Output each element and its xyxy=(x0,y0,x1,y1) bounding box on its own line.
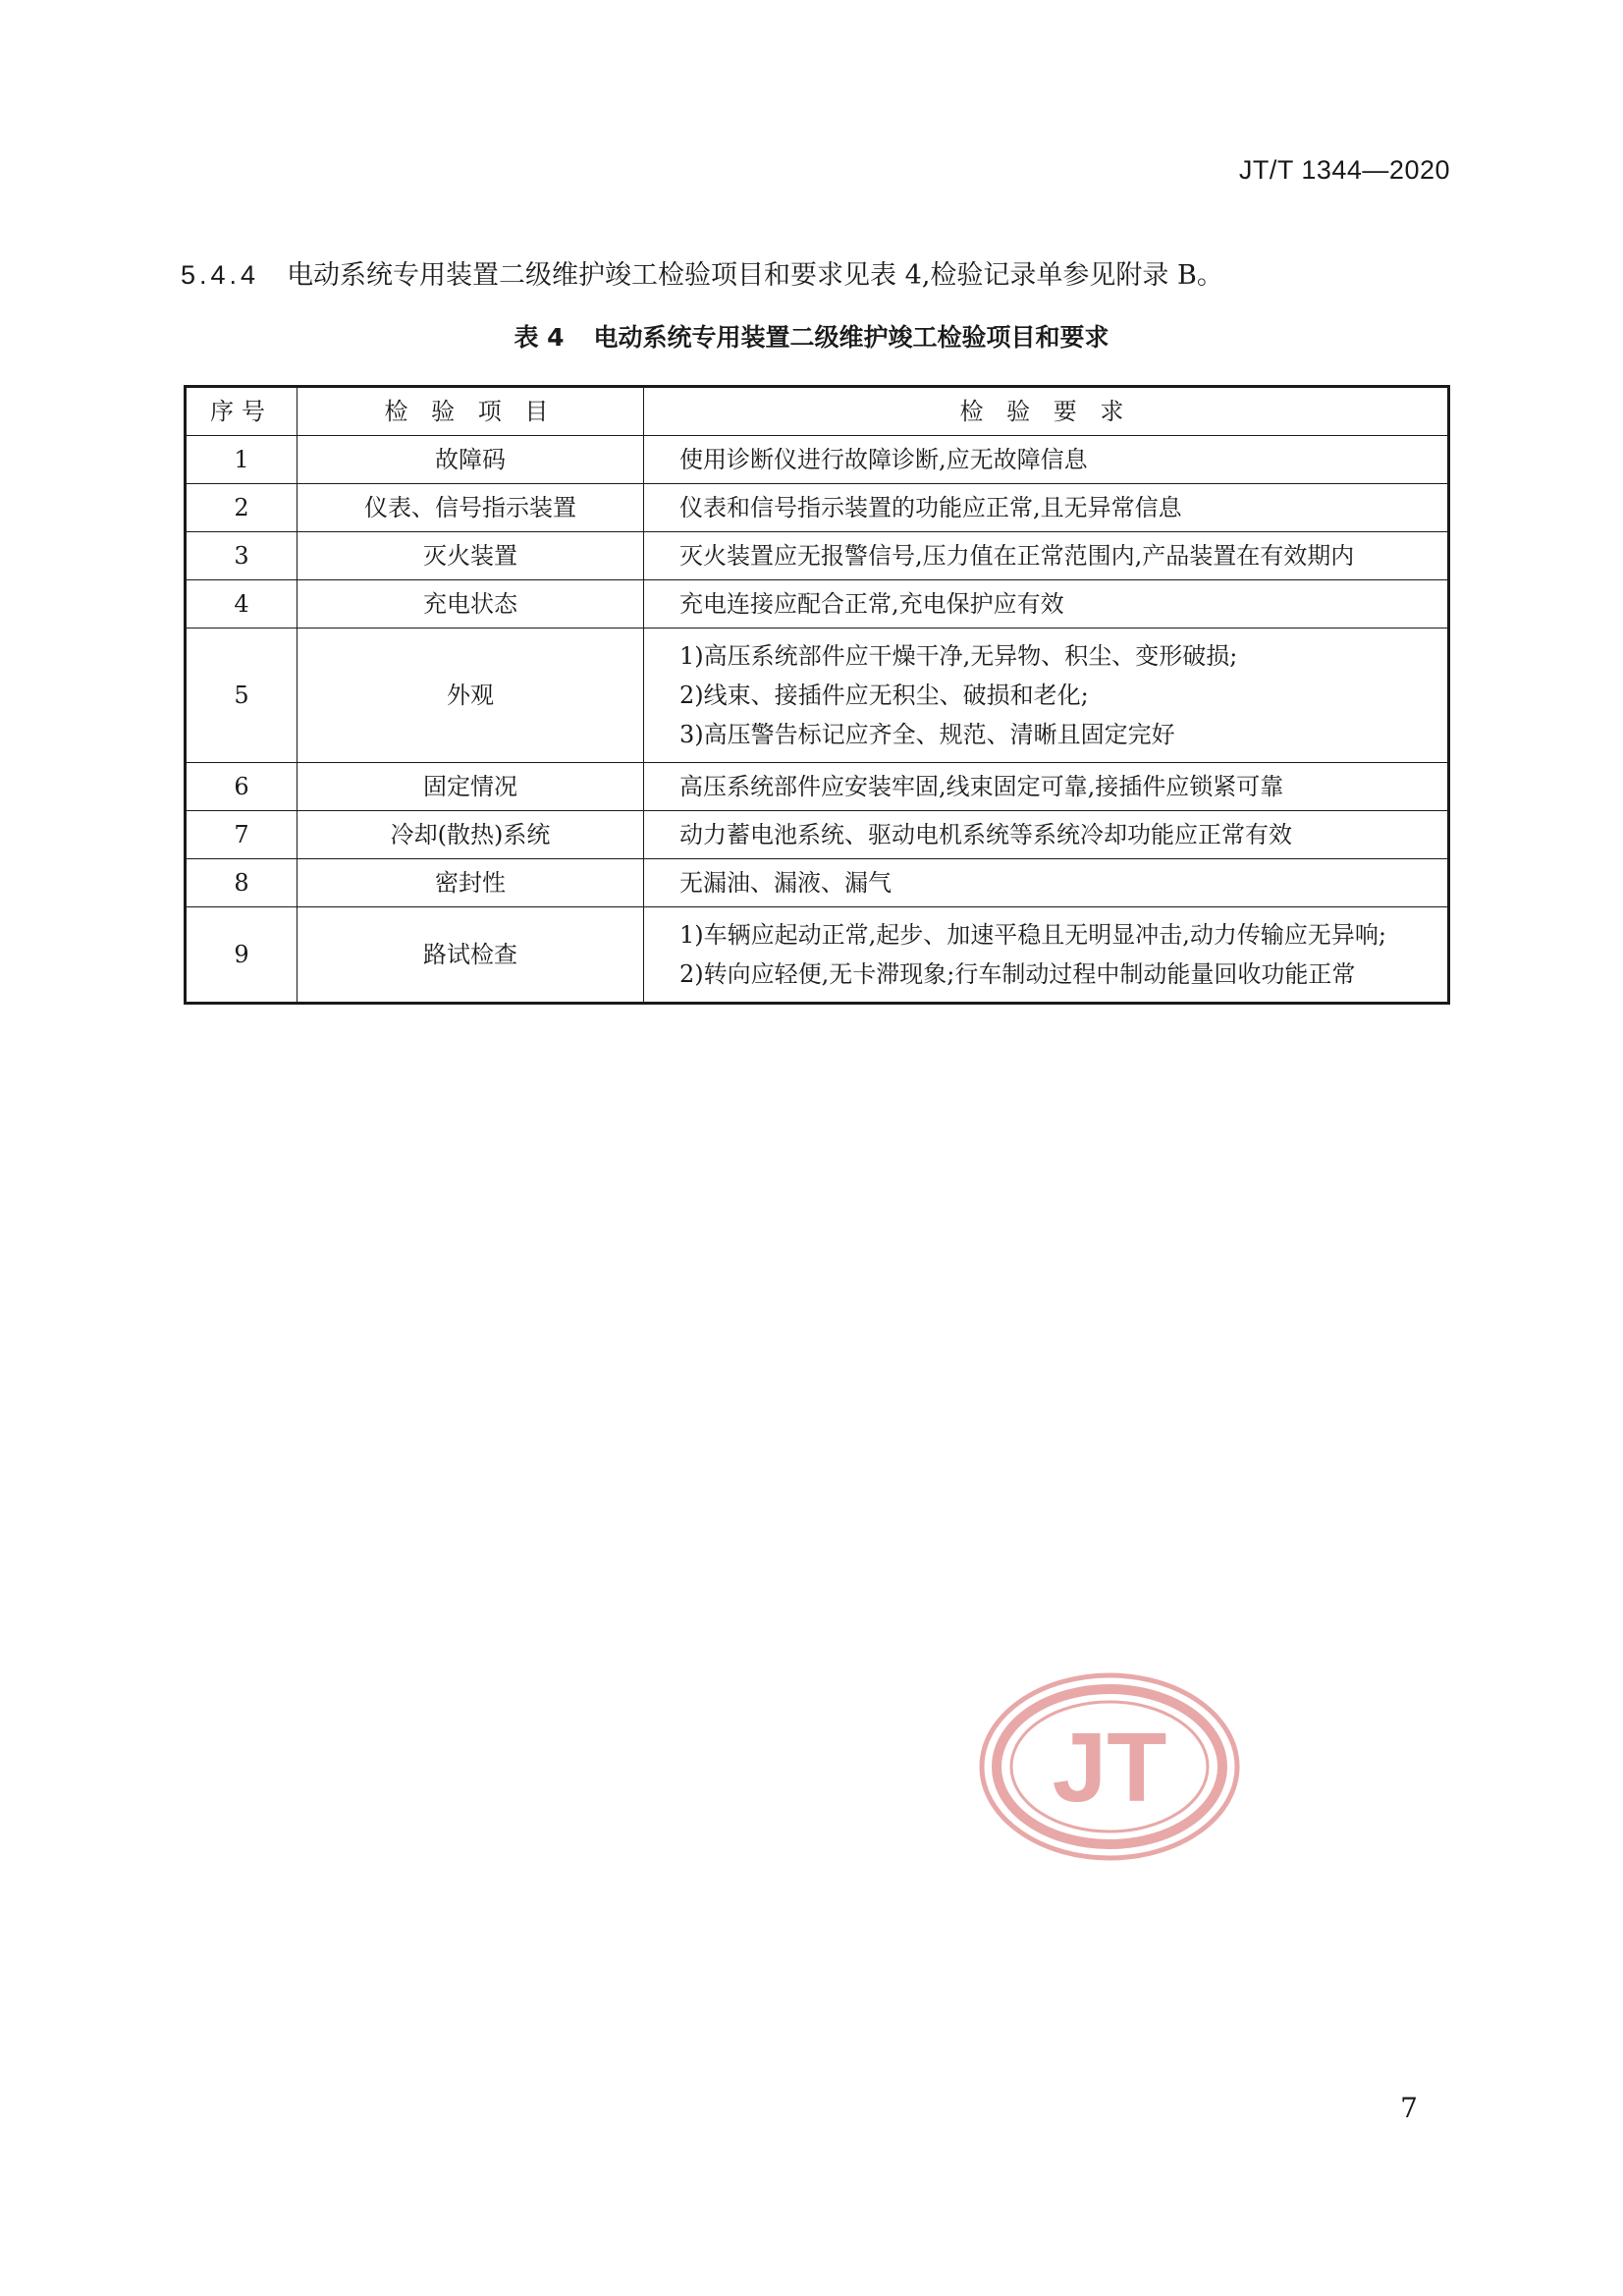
requirement-line: 使用诊断仪进行故障诊断,应无故障信息 xyxy=(679,446,1088,473)
table-row xyxy=(186,859,1449,907)
row-number: 8 xyxy=(186,859,298,907)
row-requirement xyxy=(644,532,1449,580)
row-number: 7 xyxy=(186,811,298,859)
table-row xyxy=(186,763,1449,811)
row-item: 仪表、信号指示装置 xyxy=(298,484,644,532)
requirement-line: 1)车辆应起动正常,起步、加速平稳且无明显冲击,动力传输应无异响; xyxy=(679,921,1386,949)
table-body xyxy=(186,436,1449,1004)
clause-text: 电动系统专用装置二级维护竣工检验项目和要求见表 4,检验记录单参见附录 B。 xyxy=(287,260,1223,291)
row-item: 密封性 xyxy=(298,859,644,907)
header-no: 序号 xyxy=(186,387,298,436)
clause-5-4-4 xyxy=(181,253,1223,292)
row-requirement xyxy=(644,811,1449,859)
requirement-line: 高压系统部件应安装牢固,线束固定可靠,接插件应锁紧可靠 xyxy=(679,773,1284,800)
page-number: 7 xyxy=(1400,2092,1418,2124)
table-caption-title: 电动系统专用装置二级维护竣工检验项目和要求 xyxy=(593,323,1109,352)
row-requirement xyxy=(644,436,1449,484)
row-item: 充电状态 xyxy=(298,580,644,629)
row-item: 故障码 xyxy=(298,436,644,484)
row-item: 灭火装置 xyxy=(298,532,644,580)
row-item: 冷却(散热)系统 xyxy=(298,811,644,859)
requirement-line: 无漏油、漏液、漏气 xyxy=(679,869,892,897)
requirement-line: 2)转向应轻便,无卡滞现象;行车制动过程中制动能量回收功能正常 xyxy=(679,960,1356,988)
svg-text:JT: JT xyxy=(1052,1713,1167,1823)
requirement-line: 仪表和信号指示装置的功能应正常,且无异常信息 xyxy=(679,494,1182,521)
row-requirement xyxy=(644,580,1449,629)
table-header-row xyxy=(186,387,1449,436)
row-item: 固定情况 xyxy=(298,763,644,811)
row-item: 路试检查 xyxy=(298,907,644,1004)
table-row xyxy=(186,907,1449,1004)
row-number: 6 xyxy=(186,763,298,811)
requirement-line: 2)线束、接插件应无积尘、破损和老化; xyxy=(679,682,1089,709)
header-item: 检 验 项 目 xyxy=(298,387,644,436)
row-requirement xyxy=(644,629,1449,763)
table-row xyxy=(186,436,1449,484)
table-row xyxy=(186,580,1449,629)
row-requirement xyxy=(644,763,1449,811)
standard-code: JT/T 1344—2020 xyxy=(1238,155,1450,185)
table-caption xyxy=(0,318,1623,354)
row-number: 3 xyxy=(186,532,298,580)
row-number: 1 xyxy=(186,436,298,484)
jt-watermark-logo xyxy=(978,1671,1241,1862)
row-item: 外观 xyxy=(298,629,644,763)
clause-number: 5.4.4 xyxy=(181,260,260,290)
row-requirement xyxy=(644,484,1449,532)
header-requirement: 检 验 要 求 xyxy=(644,387,1449,436)
requirement-line: 1)高压系统部件应干燥干净,无异物、积尘、变形破损; xyxy=(679,642,1238,670)
inspection-table xyxy=(184,385,1450,1005)
row-number: 4 xyxy=(186,580,298,629)
row-requirement xyxy=(644,859,1449,907)
requirement-line: 3)高压警告标记应齐全、规范、清晰且固定完好 xyxy=(679,721,1175,748)
row-number: 2 xyxy=(186,484,298,532)
requirement-line: 充电连接应配合正常,充电保护应有效 xyxy=(679,590,1064,618)
table-row xyxy=(186,532,1449,580)
table-row xyxy=(186,484,1449,532)
row-number: 5 xyxy=(186,629,298,763)
table-row xyxy=(186,629,1449,763)
row-number: 9 xyxy=(186,907,298,1004)
requirement-line: 灭火装置应无报警信号,压力值在正常范围内,产品装置在有效期内 xyxy=(679,542,1355,570)
row-requirement xyxy=(644,907,1449,1004)
table-caption-number: 表 4 xyxy=(514,323,565,352)
requirement-line: 动力蓄电池系统、驱动电机系统等系统冷却功能应正常有效 xyxy=(679,821,1292,848)
table-row xyxy=(186,811,1449,859)
